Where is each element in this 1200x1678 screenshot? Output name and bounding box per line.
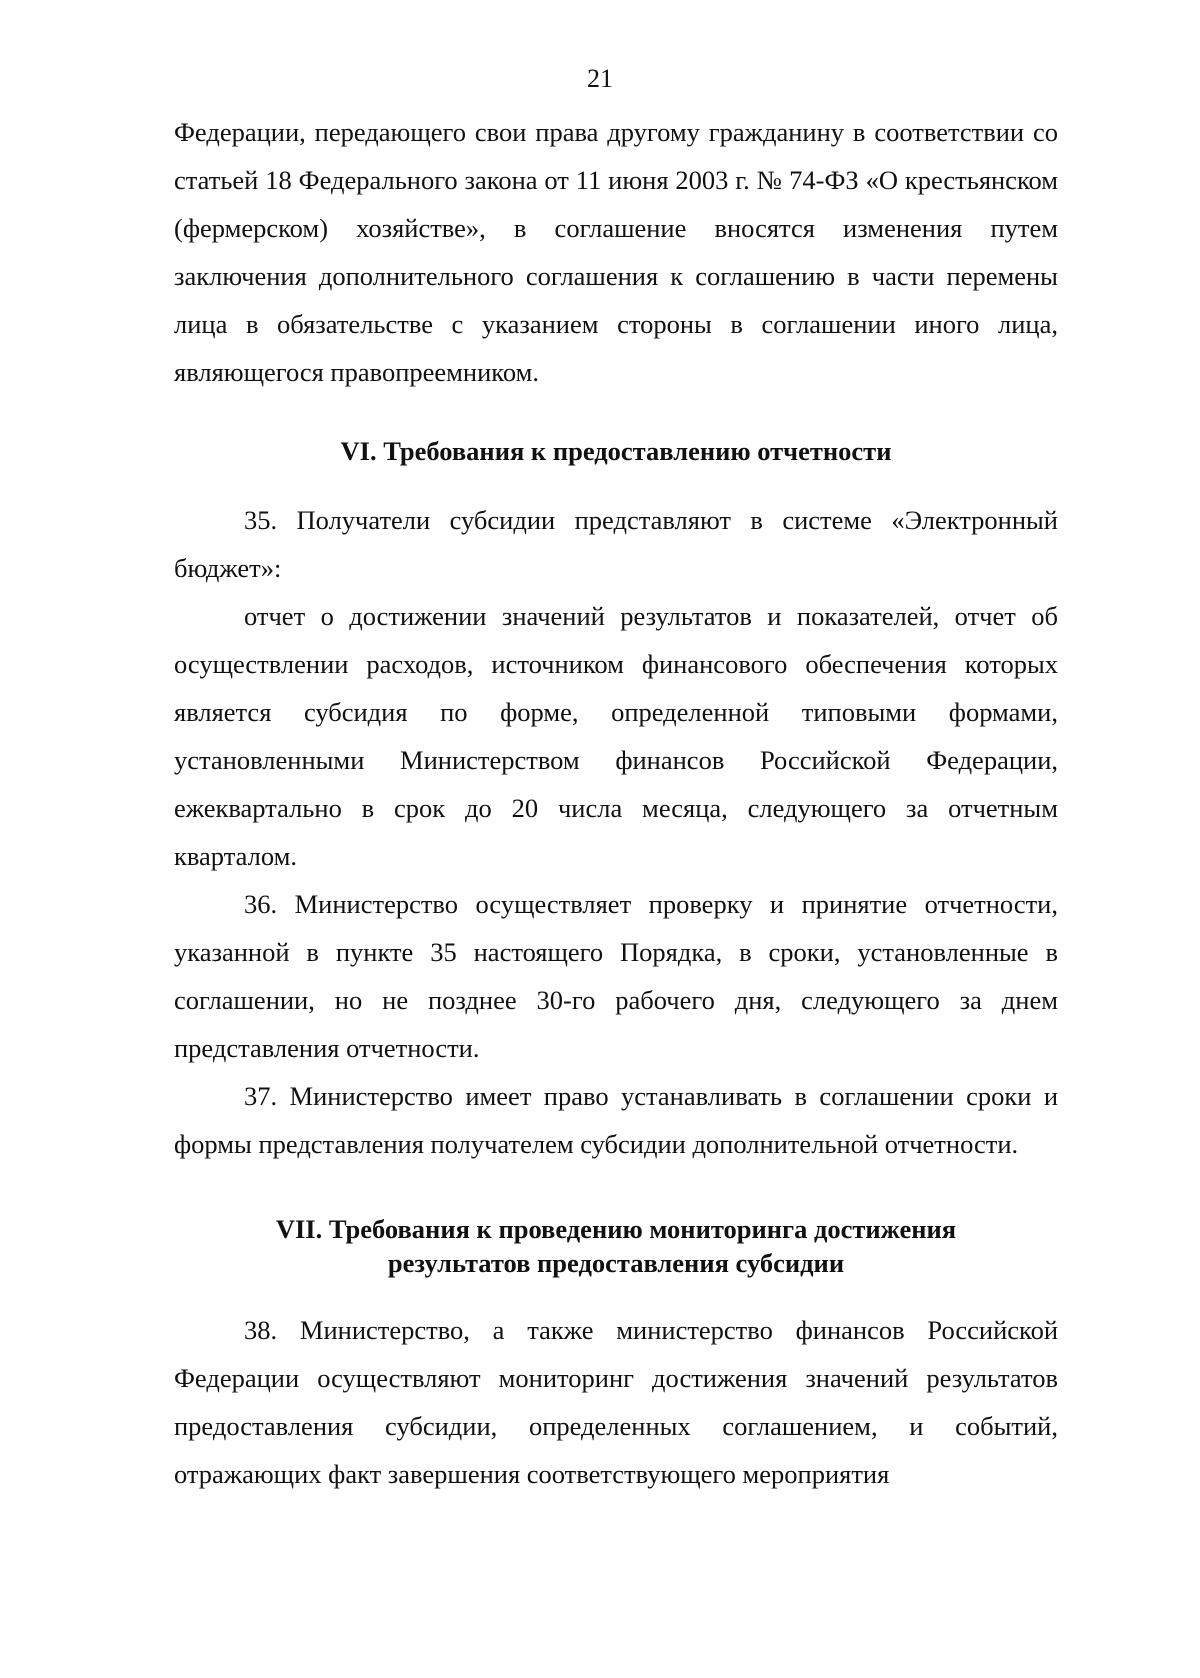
paragraph-38: 38. Министерство, а также министерство финансов Российской Федерации осуществляют мониторинг достижения значений результатов предоставления субсидии, определенных соглашением, и событий, отражающих факт завершения соответствующего мероприятия bbox=[174, 1315, 1058, 1489]
paragraph-35-report: отчет о достижении значений результатов и показателей, отчет об осуществлении расходов, источником финансового обеспечения которых является субсидия по форме, определенной типовыми формами, установленными Министерством финансов Российской Федерации, ежеквартально в срок до 20 числа месяца, следующего за отчетным кварталом. bbox=[174, 601, 1058, 871]
document-body bbox=[174, 108, 1058, 1498]
section-7-heading-line-1: VII. Требования к проведению мониторинга достижения bbox=[275, 1214, 957, 1244]
page-number: 21 bbox=[587, 64, 613, 93]
paragraph-36: 36. Министерство осуществляет проверку и принятие отчетности, указанной в пункте 35 настоящего Порядка, в сроки, установленные в соглашении, но не позднее 30-го рабочего дня, следующего за днем представления отчетности. bbox=[174, 889, 1058, 1063]
continuation-paragraph: Федерации, передающего свои права другому гражданину в соответствии со статьей 18 Федерального закона от 11 июня 2003 г. № 74-ФЗ «О крестьянском (фермерском) хозяйстве», в соглашение вносятся изменения путем заключения дополнительного соглашения к соглашению в части перемены лица в обязательстве с указанием стороны в соглашении иного лица, являющегося правопреемником. bbox=[174, 117, 1058, 387]
paragraph-37: 37. Министерство имеет право устанавливать в соглашении сроки и формы представления получателем субсидии дополнительной отчетности. bbox=[174, 1081, 1058, 1159]
section-7-heading-line-2: результатов предоставления субсидии bbox=[387, 1248, 845, 1278]
paragraph-35: 35. Получатели субсидии представляют в системе «Электронный бюджет»: bbox=[174, 505, 1058, 583]
section-6-heading: VI. Требования к предоставлению отчетности bbox=[340, 436, 892, 466]
